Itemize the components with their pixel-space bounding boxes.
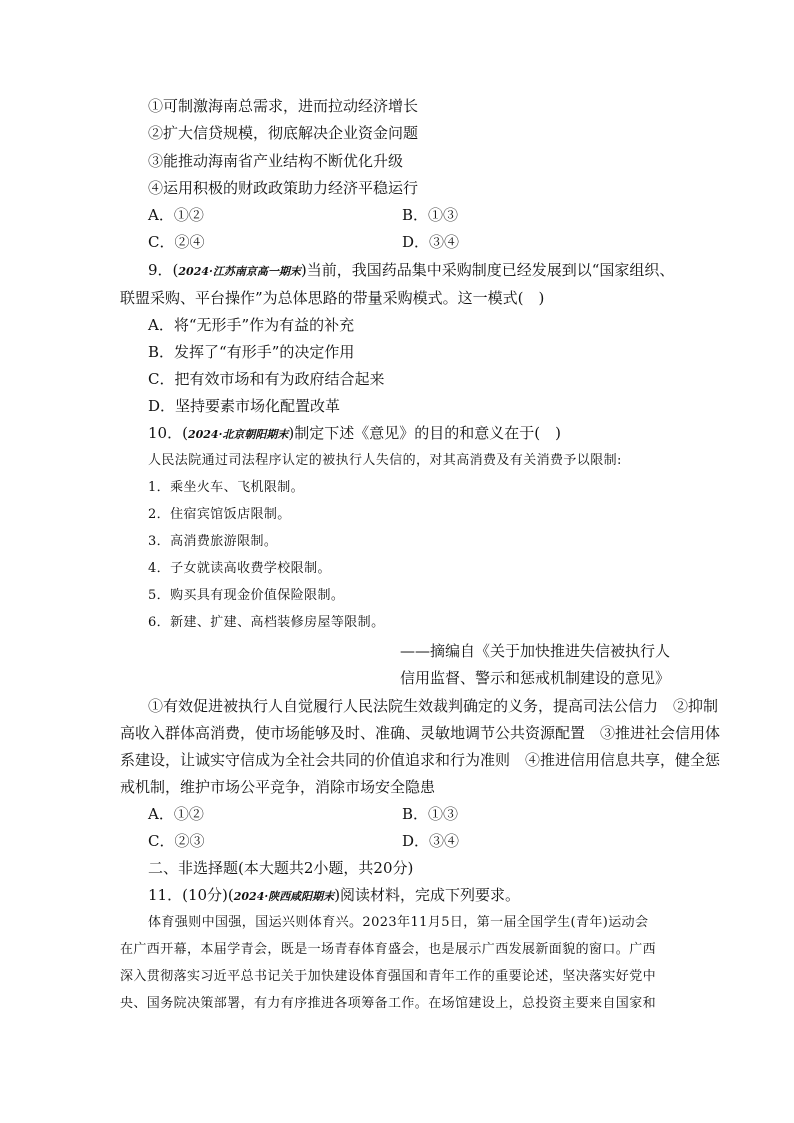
q10-material-item-6: 6．新建、扩建、高档装修房屋等限制。 <box>148 615 385 630</box>
q10-material-item-2: 2．住宿宾馆饭店限制。 <box>148 507 291 522</box>
q10-material-intro: 人民法院通过司法程序认定的被执行人失信的，对其高消费及有关消费予以限制: <box>148 453 622 468</box>
section-2-heading: 二、非选择题(本大题共2小题，共20分) <box>148 859 414 877</box>
q10-attribution-1: ——摘编自《关于加快推进失信被执行人 <box>400 642 671 660</box>
q10-stem <box>148 423 561 445</box>
q9-stem <box>148 260 674 282</box>
q8-item-3: ③能推动海南省产业结构不断优化升级 <box>148 152 404 170</box>
q10-para-line-4: 戒机制，维护市场公平竞争，消除市场安全隐患 <box>120 778 436 796</box>
q10-material-item-3: 3．高消费旅游限制。 <box>148 534 278 549</box>
q10-source: 2024·北京朝阳期末 <box>187 428 289 441</box>
q10-material-item-1: 1．乘坐火车、飞机限制。 <box>148 480 305 495</box>
q8-option-b: B．①③ <box>402 206 459 224</box>
q11-material-line-2: 在广西开幕，本届学青会，既是一场青春体育盛会，也是展示广西发展新面貌的窗口。广西 <box>120 942 657 957</box>
q10-option-d: D．③④ <box>402 832 460 850</box>
q10-material-item-4: 4．子女就读高收费学校限制。 <box>148 561 331 576</box>
q9-source: 2024·江苏南京高一期末 <box>178 265 301 278</box>
q8-item-2: ②扩大信贷规模，彻底解决企业资金问题 <box>148 124 419 142</box>
q10-number: 10．( <box>148 424 188 442</box>
q9-stem-text: )当前，我国药品集中采购制度已经发展到以“国家组织、 <box>300 261 675 279</box>
q10-material-item-5: 5．购买具有现金价值保险限制。 <box>148 588 345 603</box>
q9-option-c: C．把有效市场和有为政府结合起来 <box>148 370 385 388</box>
q8-option-a: A．①② <box>148 206 204 224</box>
q10-para-line-1: ①有效促进被执行人自觉履行人民法院生效裁判确定的义务，提高司法公信力 ②抑制 <box>148 697 719 715</box>
q10-para-line-3: 系建设，让诚实守信成为全社会共同的价值追求和行为准则 ④推进信用信息共享，健全惩 <box>120 751 721 769</box>
q11-stem-text: )阅读材料，完成下列要求。 <box>334 886 521 904</box>
q9-option-b: B．发挥了“有形手”的决定作用 <box>148 343 355 361</box>
q11-source: 2024·陕西咸阳期末 <box>233 890 335 903</box>
q8-item-4: ④运用积极的财政政策助力经济平稳运行 <box>148 179 419 197</box>
q10-attribution-2: 信用监督、警示和惩戒机制建设的意见》 <box>400 669 671 687</box>
q10-para-line-2: 高收入群体高消费，使市场能够及时、准确、灵敏地调节公共资源配置 ③推进社会信用体 <box>120 724 721 742</box>
q11-number: 11．(10分)( <box>148 886 234 904</box>
q11-material-line-1: 体育强则中国强，国运兴则体育兴。2023年11月5日，第一届全国学生(青年)运动会 <box>148 915 649 930</box>
q10-option-b: B．①③ <box>402 805 459 823</box>
q11-material-line-3: 深入贯彻落实习近平总书记关于加快建设体育强国和青年工作的重要论述，坚决落实好党中 <box>120 969 657 984</box>
q9-stem-cont: 联盟采购、平台操作”为总体思路的带量采购模式。这一模式( ) <box>120 289 545 307</box>
q8-option-c: C．②④ <box>148 233 205 251</box>
q10-stem-text: )制定下述《意见》的目的和意义在于( ) <box>288 424 561 442</box>
q8-item-1: ①可制激海南总需求，进而拉动经济增长 <box>148 97 419 115</box>
q9-option-a: A．将“无形手”作为有益的补充 <box>148 316 355 334</box>
q11-stem <box>148 885 520 907</box>
q9-number: 9．( <box>148 261 179 279</box>
q9-option-d: D．坚持要素市场化配置改革 <box>148 397 341 415</box>
q10-option-a: A．①② <box>148 805 204 823</box>
q11-material-line-4: 央、国务院决策部署，有力有序推进各项筹备工作。在场馆建设上，总投资主要来自国家和 <box>120 996 657 1011</box>
q8-option-d: D．③④ <box>402 233 460 251</box>
q10-option-c: C．②③ <box>148 832 205 850</box>
